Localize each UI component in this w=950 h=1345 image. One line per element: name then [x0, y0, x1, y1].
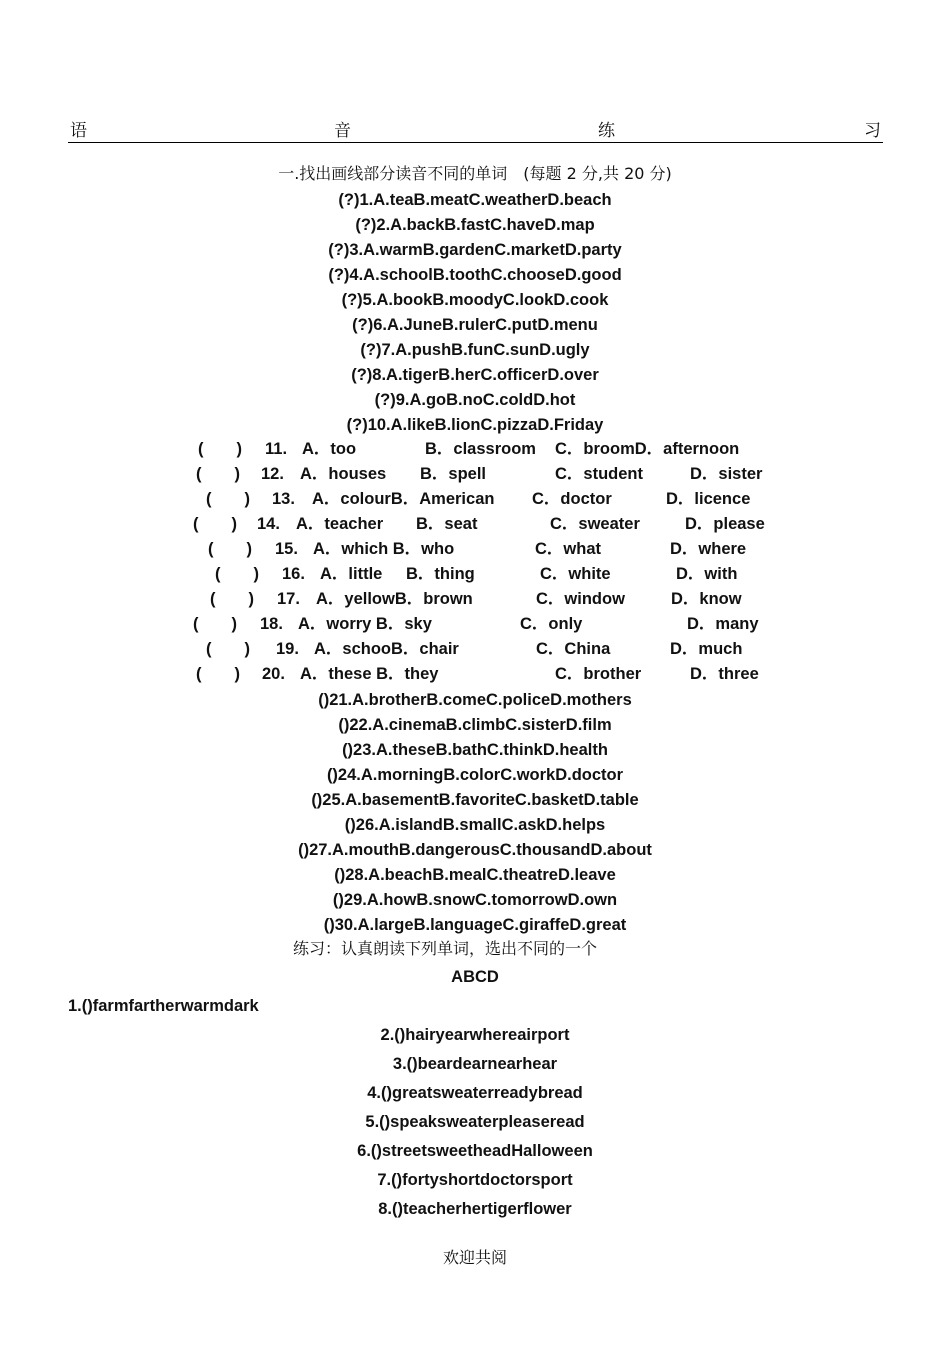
- question-a: A．little: [320, 565, 383, 583]
- section-title: 一.找出画线部分读音不同的单词 (每题 2 分,共 20 分): [278, 164, 672, 183]
- question-num: 15.: [275, 540, 298, 558]
- question-num: 19.: [276, 640, 299, 658]
- question-row: ()26.A.islandB.smallC.askD.helps: [344, 816, 606, 834]
- question-a: A．teacher: [296, 515, 384, 533]
- question-d: D．please: [685, 515, 765, 533]
- question-c: C．sweater: [550, 515, 640, 533]
- practice-item: 1.()farmfartherwarmdark: [68, 997, 259, 1015]
- question-row: (?)2.A.backB.fastC.haveD.map: [355, 216, 595, 234]
- question-paren: ( ): [206, 490, 250, 508]
- question-num: 12.: [261, 465, 284, 483]
- question-row: ()24.A.morningB.colorC.workD.doctor: [326, 766, 624, 784]
- question-row: ()21.A.brotherB.comeC.policeD.mothers: [318, 691, 632, 709]
- question-c: C．what: [535, 540, 601, 558]
- question-a: A．schooB．chair: [314, 640, 459, 658]
- practice-item: 6.()streetsweetheadHalloween: [357, 1142, 593, 1160]
- question-row: (?)5.A.bookB.moodyC.lookD.cook: [341, 291, 609, 309]
- question-d: D．where: [670, 540, 747, 558]
- practice-item: 3.()beardearnearhear: [392, 1055, 558, 1073]
- question-num: 14.: [257, 515, 280, 533]
- question-row: ()23.A.theseB.bathC.thinkD.health: [342, 741, 608, 759]
- question-a: A．worry B．sky: [298, 615, 432, 633]
- question-a: A．too: [302, 440, 357, 458]
- question-num: 13.: [272, 490, 295, 508]
- question-d: D．licence: [666, 490, 751, 508]
- question-c: C．white: [540, 565, 611, 583]
- question-d: D．with: [676, 565, 738, 583]
- question-a: A．yellowB．brown: [316, 590, 473, 608]
- header-char-1: 语: [70, 121, 87, 141]
- question-a: A．colourB．American: [312, 490, 495, 508]
- question-c: C．doctor: [532, 490, 612, 508]
- question-paren: ( ): [193, 615, 237, 633]
- question-row: ()30.A.largeB.languageC.giraffeD.great: [323, 916, 627, 934]
- question-d: D．three: [690, 665, 759, 683]
- question-a: A．these B．they: [300, 665, 439, 683]
- question-c: C．broomD．afternoon: [555, 440, 740, 458]
- practice-item: 4.()greatsweaterreadybread: [367, 1084, 583, 1102]
- question-a: A．which B．who: [313, 540, 455, 558]
- question-num: 18.: [260, 615, 283, 633]
- footer-text: 欢迎共阅: [442, 1248, 507, 1267]
- question-num: 16.: [282, 565, 305, 583]
- question-row: ()28.A.beachB.mealC.theatreD.leave: [334, 866, 616, 884]
- question-paren: ( ): [206, 640, 250, 658]
- question-b: B．seat: [416, 515, 478, 533]
- question-row: ()27.A.mouthB.dangerousC.thousandD.about: [298, 841, 652, 859]
- header-char-3: 练: [598, 121, 615, 141]
- practice-columns: ABCD: [451, 968, 499, 986]
- practice-item: 2.()hairyearwhereairport: [380, 1026, 570, 1044]
- question-num: 17.: [277, 590, 300, 608]
- question-c: C．brother: [555, 665, 642, 683]
- question-b: B．spell: [420, 465, 487, 483]
- question-paren: ( ): [210, 590, 254, 608]
- question-num: 11.: [265, 440, 288, 458]
- question-row: (?)6.A.JuneB.rulerC.putD.menu: [352, 316, 598, 334]
- question-d: D．much: [670, 640, 743, 658]
- question-c: C．window: [536, 590, 625, 608]
- question-paren: ( ): [215, 565, 259, 583]
- question-row: (?)1.A.teaB.meatC.weatherD.beach: [338, 191, 612, 209]
- question-row: ()29.A.howB.snowC.tomorrowD.own: [332, 891, 618, 909]
- question-paren: ( ): [193, 515, 237, 533]
- question-paren: ( ): [198, 440, 242, 458]
- question-c: C．student: [555, 465, 643, 483]
- question-d: D．know: [671, 590, 742, 608]
- practice-title: 练习：认真朗读下列单词，选出不同的一个: [292, 939, 597, 958]
- question-d: D．many: [687, 615, 759, 633]
- question-c: C．China: [536, 640, 611, 658]
- question-c: C．only: [520, 615, 583, 633]
- question-row: (?)4.A.schoolB.toothC.chooseD.good: [328, 266, 622, 284]
- question-b: B．thing: [406, 565, 475, 583]
- question-row: (?)7.A.pushB.funC.sunD.ugly: [360, 341, 590, 359]
- question-row: (?)3.A.warmB.gardenC.marketD.party: [328, 241, 622, 259]
- question-num: 20.: [262, 665, 285, 683]
- question-row: ()22.A.cinemaB.climbC.sisterD.film: [338, 716, 612, 734]
- header-char-2: 音: [334, 121, 351, 141]
- page-header: [68, 116, 883, 143]
- question-row: (?)9.A.goB.noC.coldD.hot: [374, 391, 576, 409]
- question-paren: ( ): [196, 665, 240, 683]
- question-paren: ( ): [196, 465, 240, 483]
- practice-item: 8.()teacherhertigerflower: [378, 1200, 572, 1218]
- practice-item: 7.()fortyshortdoctorsport: [377, 1171, 573, 1189]
- question-row: (?)10.A.likeB.lionC.pizzaD.Friday: [346, 416, 604, 434]
- header-char-4: 习: [864, 121, 881, 141]
- question-paren: ( ): [208, 540, 252, 558]
- question-b: B．classroom: [425, 440, 536, 458]
- practice-item: 5.()speaksweaterpleaseread: [365, 1113, 585, 1131]
- question-d: D．sister: [690, 465, 763, 483]
- question-row: (?)8.A.tigerB.herC.officerD.over: [351, 366, 599, 384]
- question-row: ()25.A.basementB.favoriteC.basketD.table: [311, 791, 639, 809]
- question-a: A．houses: [300, 465, 387, 483]
